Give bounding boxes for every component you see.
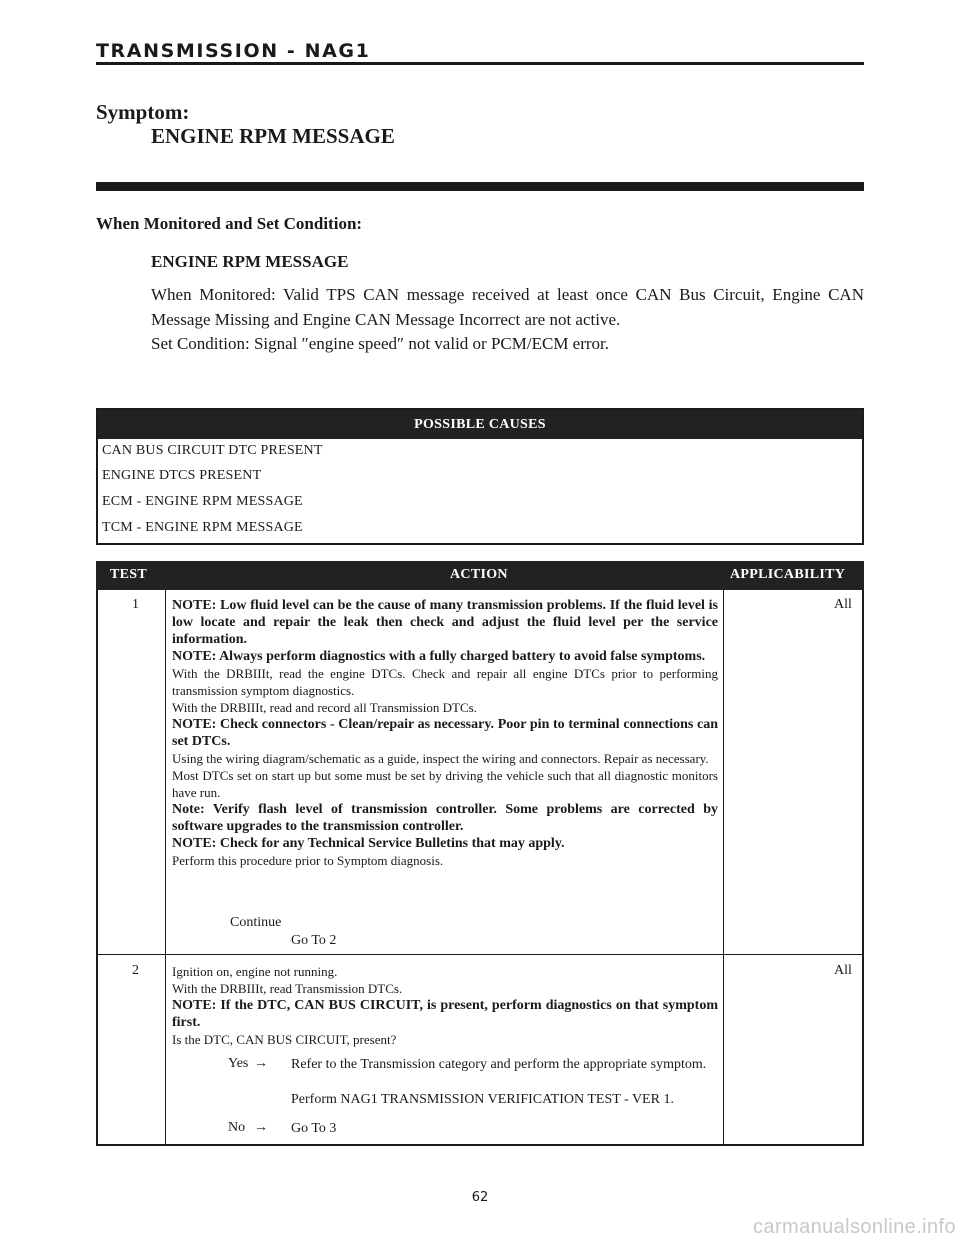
instruction-line: Most DTCs set on start up but some must be set by driving the vehicle such that all diagnostic monitors have run. [172,768,718,800]
note-line: NOTE: If the DTC, CAN BUS CIRCUIT, is present, perform diagnostics on that symptom first. [172,998,718,1030]
test-action-text [172,597,718,869]
test-number: 2 [132,963,139,978]
possible-causes-table [96,408,864,545]
test-action-table [96,561,864,1146]
note-line: NOTE: Check connectors - Clean/repair as necessary. Poor pin to terminal connections can set DTCs. [172,717,718,749]
instruction-line: With the DRBIIIt, read the engine DTCs. Check and repair all engine DTCs prior to performing transmission symptom diagnostics. [172,666,718,698]
goto-link[interactable]: Go To 2 [291,933,337,948]
no-label: No [228,1120,246,1135]
header-applicability: APPLICABILITY [730,567,846,582]
instruction-line: Perform this procedure prior to Symptom diagnosis. [172,853,444,868]
note-line: Note: Verify flash level of transmission controller. Some problems are corrected by software upgrades to the transmission controller. [172,802,718,834]
header-action: ACTION [450,567,508,582]
header-test: TEST [110,567,147,582]
test-action-text [172,963,718,1048]
question-line: Is the DTC, CAN BUS CIRCUIT, present? [172,1032,397,1047]
instruction-line: Ignition on, engine not running. [172,964,338,979]
conditions-title: ENGINE RPM MESSAGE [151,252,349,271]
row-divider [98,954,862,955]
test-number: 1 [132,597,139,612]
column-divider [723,590,724,1144]
instruction-line: With the DRBIIIt, read Transmission DTCs. [172,981,403,996]
table-header-row [96,561,864,590]
note-line: NOTE: Always perform diagnostics with a fully charged battery to avoid false symptoms. [172,649,706,664]
symptom-label: Symptom: [96,100,190,124]
arrow-right-icon: → [254,1120,268,1135]
continue-label: Continue [230,915,282,930]
arrow-right-icon: → [254,1056,268,1071]
yes-action-text-2[interactable]: Perform NAG1 TRANSMISSION VERIFICATION TEST - VER 1. [291,1092,674,1107]
cause-item: ENGINE DTCS PRESENT [102,468,262,483]
yes-label: Yes [228,1056,249,1071]
when-monitored-text: When Monitored: Valid TPS CAN message received at least once CAN Bus Circuit, Engine CAN Message Missing and Engine CAN Message Incorrect are not active. [151,285,864,329]
symptom-name: ENGINE RPM MESSAGE [151,124,395,148]
note-line: NOTE: Check for any Technical Service Bulletins that may apply. [172,836,565,851]
cause-item: ECM - ENGINE RPM MESSAGE [102,494,303,509]
goto-link[interactable]: Go To 3 [291,1121,337,1136]
instruction-line: Using the wiring diagram/schematic as a guide, inspect the wiring and connectors. Repair as necessary. [172,751,709,766]
column-divider [165,590,166,1144]
header-rule [96,62,864,65]
applicability-value: All [834,963,852,978]
divider-rule [96,182,864,191]
cause-item: TCM - ENGINE RPM MESSAGE [102,520,303,535]
yes-action-text: Refer to the Transmission category and perform the appropriate symptom. [291,1057,707,1072]
instruction-line: With the DRBIIIt, read and record all Transmission DTCs. [172,700,477,715]
cause-item: CAN BUS CIRCUIT DTC PRESENT [102,443,323,458]
section-header-title: TRANSMISSION - NAG1 [96,40,371,62]
set-condition-text: Set Condition: Signal ″engine speed″ not valid or PCM/ECM error. [151,334,610,353]
possible-causes-heading: POSSIBLE CAUSES [98,410,862,439]
watermark: carmanualsonline.info [753,1216,956,1238]
conditions-heading: When Monitored and Set Condition: [96,214,363,233]
note-line: NOTE: Low fluid level can be the cause of many transmission problems. If the fluid level is low locate and repair the leak then check and adjust the fluid level per the service information. [172,598,718,647]
applicability-value: All [834,597,852,612]
page-number: 62 [471,1190,489,1205]
